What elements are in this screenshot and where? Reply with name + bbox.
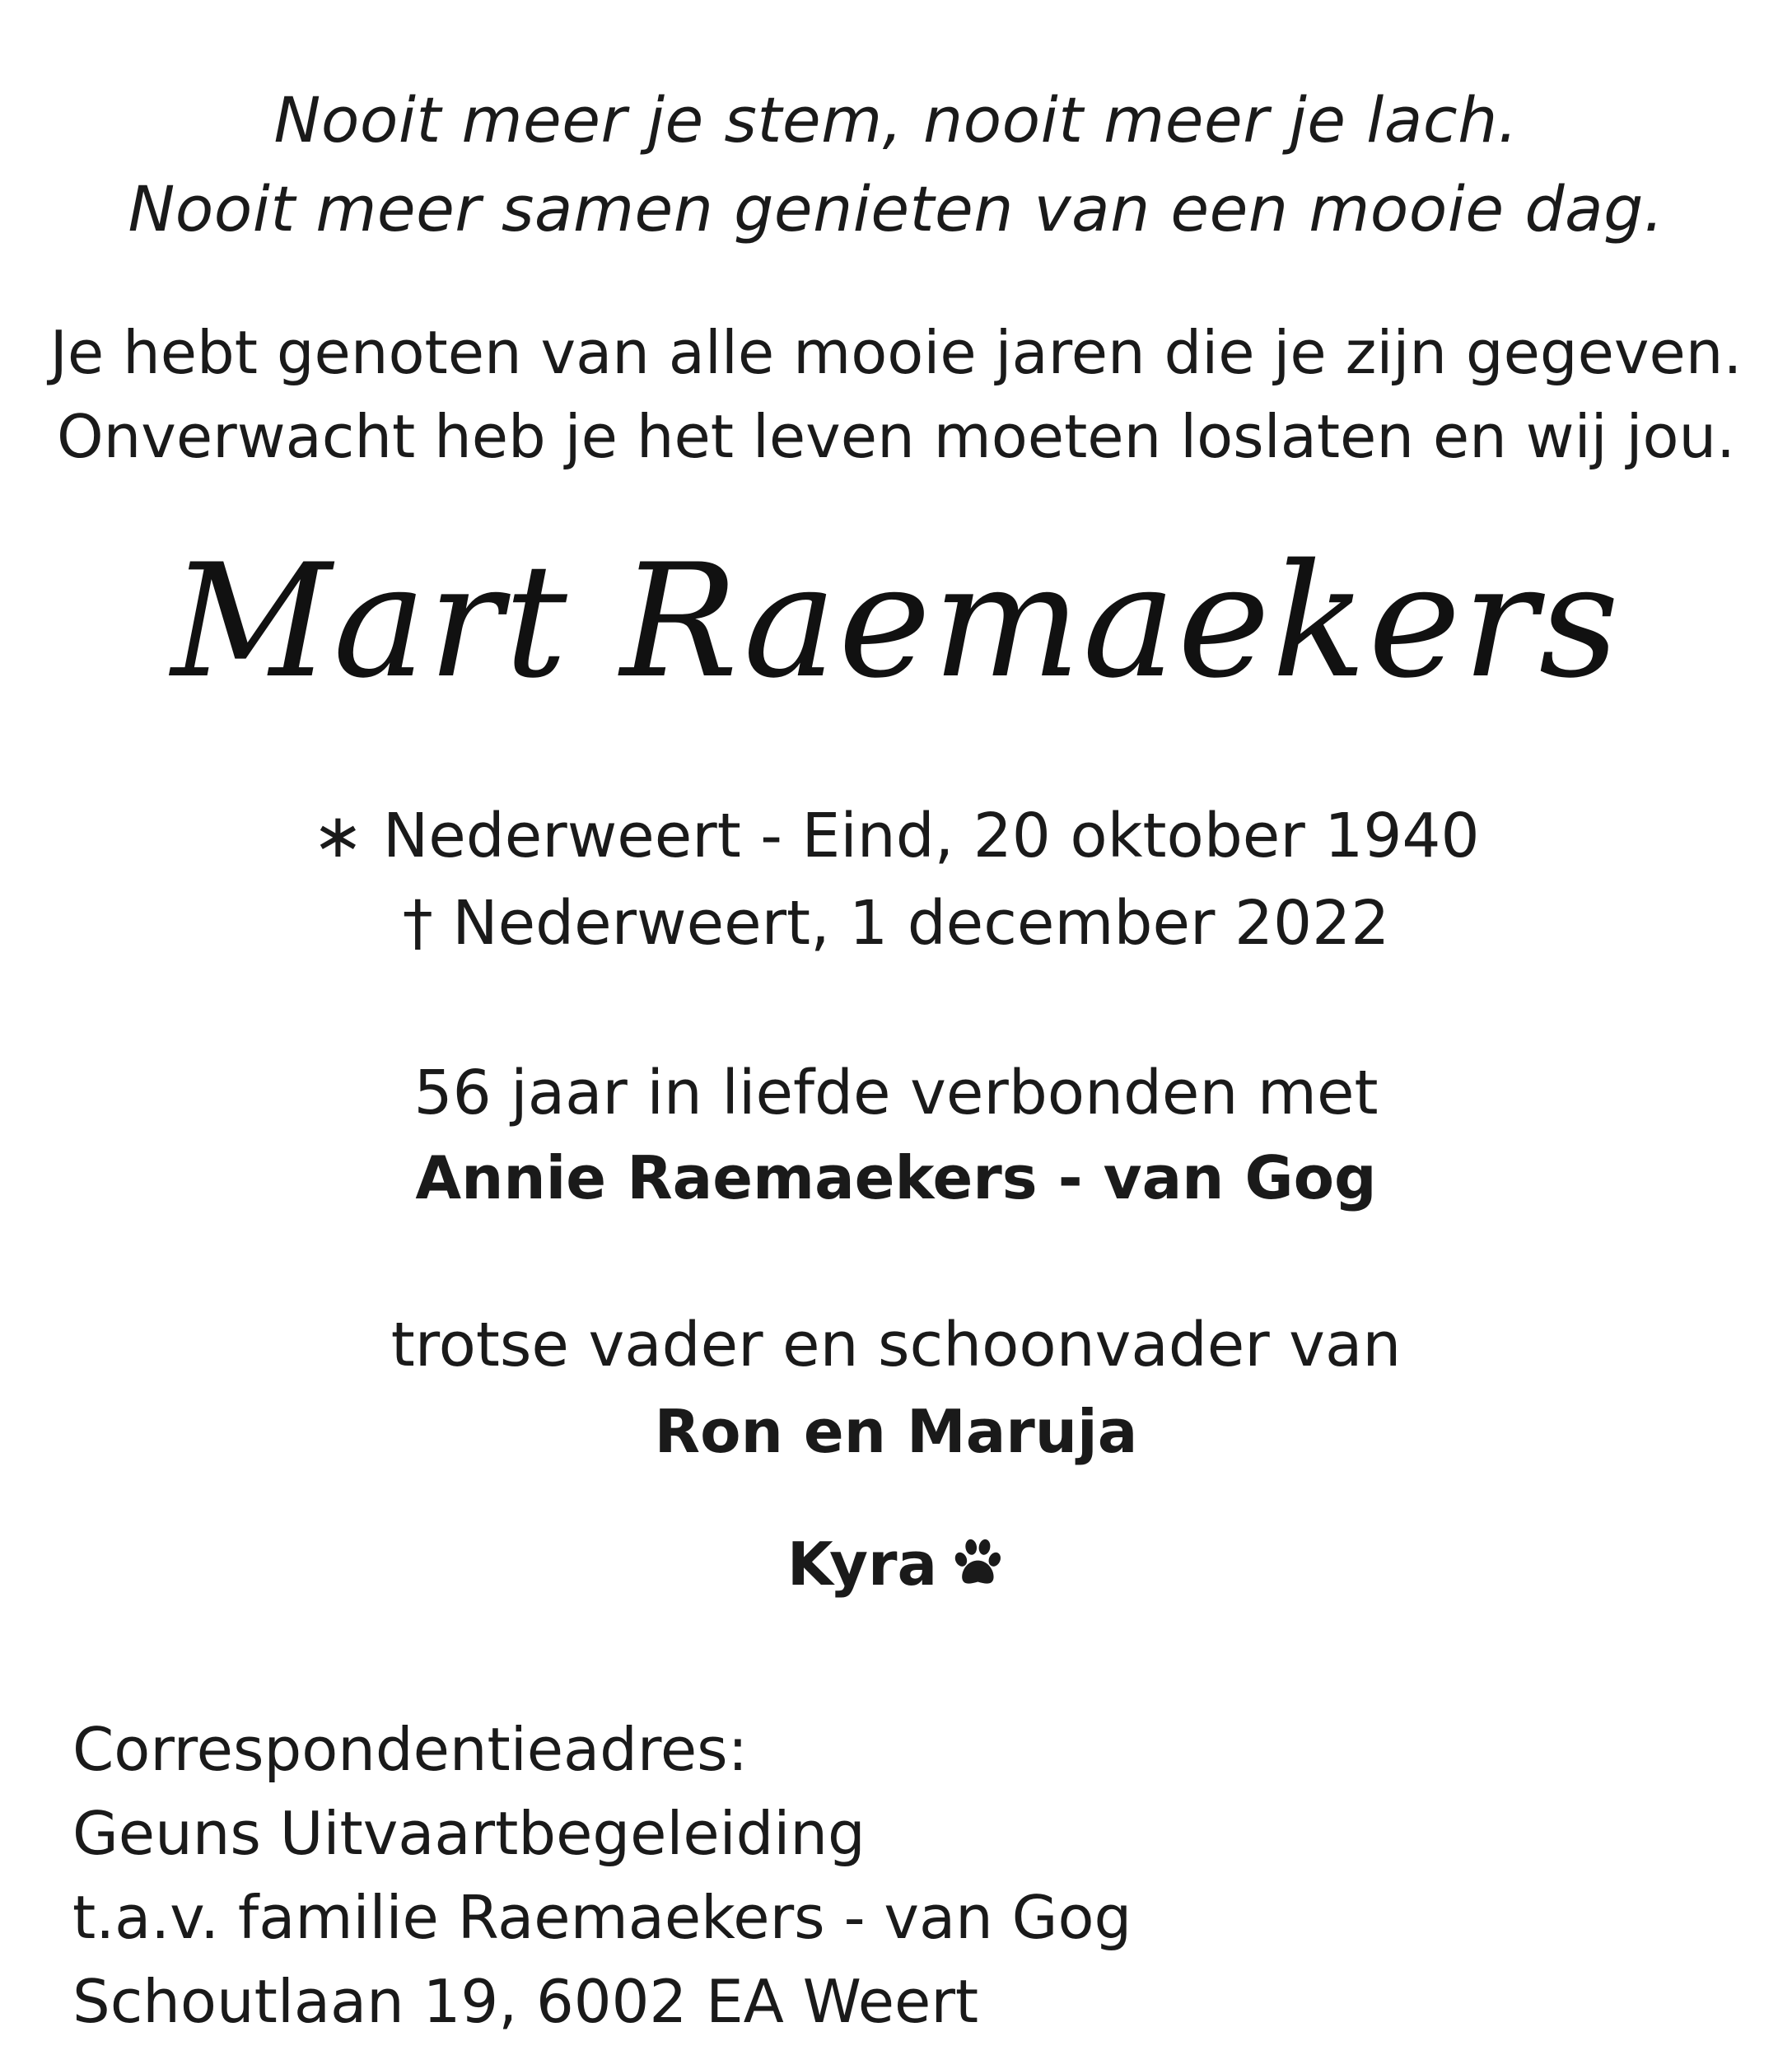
pet-name: Kyra xyxy=(786,1530,938,1599)
paw-print-icon xyxy=(949,1534,1005,1590)
correspondence-line-1: Geuns Uitvaartbegeleiding xyxy=(72,1799,866,1868)
spouse-intro: 56 jaar in liefde verbonden met xyxy=(413,1058,1379,1128)
death-date: † Nederweert, 1 december 2022 xyxy=(402,888,1390,959)
quote-line-2: Nooit meer samen genieten van een mooie dag. xyxy=(128,172,1664,245)
deceased-name: Mart Raemaekers xyxy=(170,530,1622,712)
correspondence-line-2: t.a.v. familie Raemaekers - van Gog xyxy=(72,1883,1132,1952)
children-intro: trotse vader en schoonvader van xyxy=(390,1310,1402,1380)
quote-line-1: Nooit meer je stem, nooit meer je lach. xyxy=(273,83,1519,156)
spouse-name: Annie Raemaekers - van Gog xyxy=(415,1143,1377,1212)
correspondence-line-3: Schoutlaan 19, 6002 EA Weert xyxy=(72,1967,979,2036)
verse-line-1: Je hebt genoten van alle mooie jaren die je zijn gegeven. xyxy=(49,318,1743,387)
birth-date: ∗ Nederweert - Eind, 20 oktober 1940 xyxy=(312,801,1480,871)
correspondence-label: Correspondentieadres: xyxy=(72,1715,748,1784)
children-names: Ron en Maruja xyxy=(654,1397,1138,1466)
pet-line xyxy=(0,1530,1792,1599)
verse-line-2: Onverwacht heb je het leven moeten loslaten en wij jou. xyxy=(56,402,1736,471)
